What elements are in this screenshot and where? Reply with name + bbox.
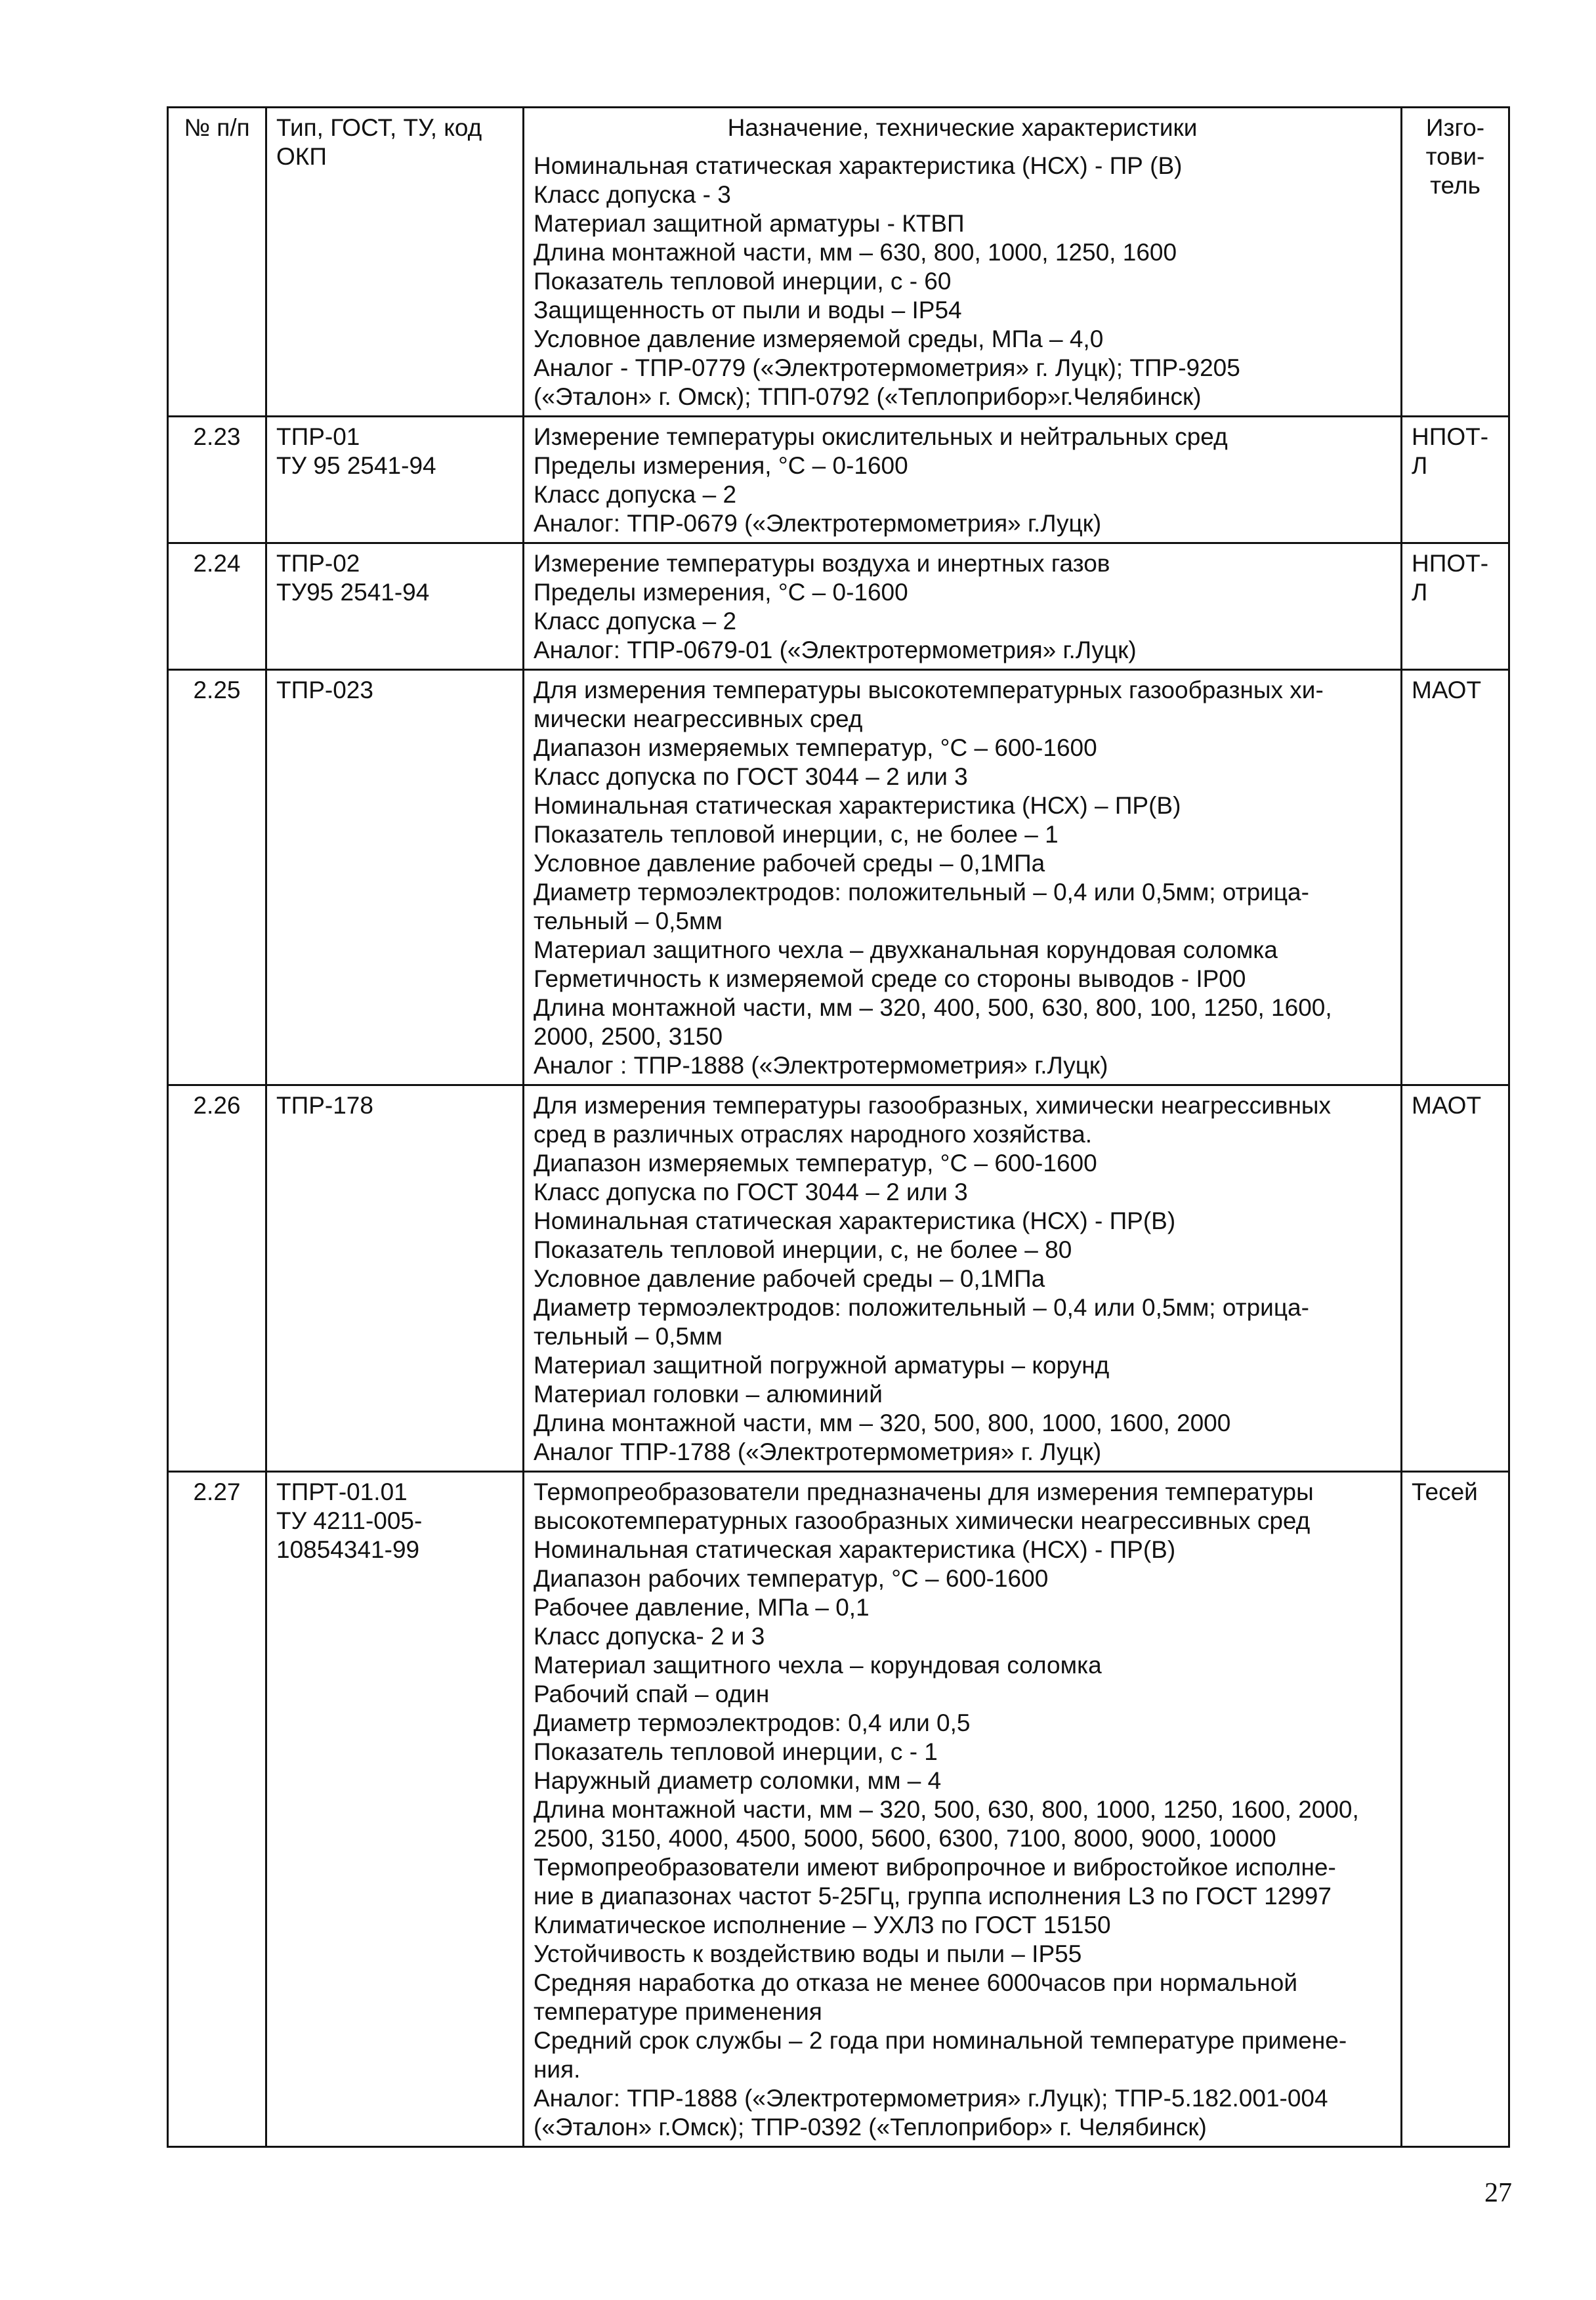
header-desc: [524, 108, 1402, 417]
row-maker: [1402, 543, 1509, 670]
table-row: [168, 1085, 1509, 1472]
maker-line: НПОТ-: [1412, 423, 1489, 450]
spec-line: Материал защитного чехла – корундовая соломка: [534, 1652, 1102, 1679]
row-number: 2.26: [168, 1085, 266, 1472]
spec-line: Диапазон измеряемых температур, °С – 600-1600: [534, 734, 1097, 761]
spec-line: тельный – 0,5мм: [534, 908, 723, 934]
spec-line: Для измерения температуры высокотемпературных газообразных хи-: [534, 677, 1324, 703]
row-number: 2.27: [168, 1472, 266, 2147]
row-type: [266, 543, 524, 670]
spec-line: Показатель тепловой инерции, с - 60: [534, 268, 952, 295]
row-maker: [1402, 417, 1509, 543]
spec-line: Термопреобразователи имеют вибропрочное и вибростойкое исполне-: [534, 1854, 1336, 1881]
spec-line: Герметичность к измеряемой среде со стороны выводов - IP00: [534, 965, 1246, 992]
spec-line: 2500, 3150, 4000, 4500, 5000, 5600, 6300, 7100, 8000, 9000, 10000: [534, 1825, 1276, 1852]
spec-line: Защищенность от пыли и воды – IP54: [534, 297, 962, 324]
row-description: [524, 543, 1402, 670]
spec-line: Класс допуска- 2 и 3: [534, 1623, 765, 1650]
row-description: [524, 670, 1402, 1085]
type-line: ТПР-023: [276, 677, 373, 703]
spec-line: высокотемпературных газообразных химически неагрессивных сред: [534, 1507, 1311, 1534]
page-number: 27: [1484, 2178, 1512, 2208]
spec-line: Условное давление измеряемой среды, МПа – 4,0: [534, 325, 1104, 352]
spec-line: Номинальная статическая характеристика (НСХ) - ПР(В): [534, 1207, 1176, 1234]
spec-line: Устойчивость к воздействию воды и пыли – IP55: [534, 1940, 1082, 1967]
spec-line: Диаметр термоэлектродов: положительный – 0,4 или 0,5мм; отрица-: [534, 879, 1309, 906]
maker-line: МАОТ: [1412, 677, 1482, 703]
type-line: ТУ95 2541-94: [276, 579, 430, 606]
row-type: [266, 1472, 524, 2147]
row-description: [524, 1085, 1402, 1472]
spec-line: Диапазон измеряемых температур, °С – 600-1600: [534, 1150, 1097, 1177]
row-type: [266, 417, 524, 543]
spec-line: Класс допуска – 2: [534, 608, 737, 635]
table-row: [168, 1472, 1509, 2147]
spec-line: Материал защитной арматуры - КТВП: [534, 210, 965, 237]
spec-line: Аналог ТПР-1788 («Электротермометрия» г. Луцк): [534, 1438, 1102, 1465]
spec-line: Аналог: ТПР-0679-01 («Электротермометрия» г.Луцк): [534, 637, 1137, 663]
maker-line: Л: [1412, 579, 1428, 606]
spec-line: Условное давление рабочей среды – 0,1МПа: [534, 1265, 1045, 1292]
type-line: ТПР-178: [276, 1092, 373, 1119]
spec-line: ние в диапазонах частот 5-25Гц, группа исполнения L3 по ГОСТ 12997: [534, 1883, 1332, 1910]
type-line: ТПРТ-01.01: [276, 1478, 408, 1505]
spec-line: Пределы измерения, °С – 0-1600: [534, 579, 908, 606]
row-type: [266, 1085, 524, 1472]
spec-line: Аналог: ТПР-0679 («Электротермометрия» г.Луцк): [534, 510, 1102, 537]
spec-table: [167, 106, 1510, 2148]
spec-line: мически неагрессивных сред: [534, 705, 863, 732]
spec-line: Аналог: ТПР-1888 («Электротермометрия» г.Луцк); ТПР-5.182.001-004: [534, 2085, 1328, 2112]
spec-line: Длина монтажной части, мм – 320, 400, 500, 630, 800, 100, 1250, 1600,: [534, 994, 1332, 1021]
row-description: [524, 417, 1402, 543]
spec-line: Показатель тепловой инерции, с - 1: [534, 1738, 938, 1765]
type-line: ТУ 4211-005-: [276, 1507, 423, 1534]
table-row: [168, 417, 1509, 543]
spec-line: Пределы измерения, °С – 0-1600: [534, 452, 908, 479]
spec-line: сред в различных отраслях народного хозяйства.: [534, 1121, 1092, 1148]
spec-line: Диаметр термоэлектродов: положительный – 0,4 или 0,5мм; отрица-: [534, 1294, 1309, 1321]
spec-line: Класс допуска по ГОСТ 3044 – 2 или 3: [534, 1179, 968, 1205]
spec-line: Диаметр термоэлектродов: 0,4 или 0,5: [534, 1709, 971, 1736]
header-row: [168, 108, 1509, 417]
spec-line: Диапазон рабочих температур, °С – 600-1600: [534, 1565, 1049, 1592]
maker-line: НПОТ-: [1412, 550, 1489, 577]
row-maker: [1402, 1472, 1509, 2147]
spec-line: Длина монтажной части, мм – 320, 500, 630, 800, 1000, 1250, 1600, 2000,: [534, 1796, 1359, 1823]
spec-line: Класс допуска – 2: [534, 481, 737, 508]
type-line: 10854341-99: [276, 1536, 420, 1563]
spec-line: («Эталон» г. Омск); ТПП-0792 («Теплоприбор»г.Челябинск): [534, 383, 1202, 410]
spec-line: Условное давление рабочей среды – 0,1МПа: [534, 850, 1045, 877]
header-type: [266, 108, 524, 417]
spec-line: Показатель тепловой инерции, с, не более – 1: [534, 821, 1059, 848]
spec-line: Климатическое исполнение – УХЛ3 по ГОСТ 15150: [534, 1912, 1111, 1938]
table-body: [168, 108, 1509, 2147]
spec-line: Класс допуска по ГОСТ 3044 – 2 или 3: [534, 763, 968, 790]
spec-line: тельный – 0,5мм: [534, 1323, 723, 1350]
spec-line: Рабочее давление, МПа – 0,1: [534, 1594, 870, 1621]
spec-line: Рабочий спай – один: [534, 1681, 770, 1707]
spec-line: Средняя наработка до отказа не менее 6000часов при нормальной: [534, 1969, 1297, 1996]
header-type-text: Тип, ГОСТ, ТУ, код ОКП: [276, 114, 482, 170]
header-desc-text: Назначение, технические характеристики: [727, 114, 1198, 141]
spec-line: Показатель тепловой инерции, с, не более – 80: [534, 1236, 1072, 1263]
header-num: [168, 108, 266, 417]
spec-line: Материал защитной погружной арматуры – корунд: [534, 1352, 1110, 1379]
spec-line: ния.: [534, 2056, 581, 2083]
spec-line: Аналог - ТПР-0779 («Электротермометрия» г. Луцк); ТПР-9205: [534, 354, 1240, 381]
type-line: ТУ 95 2541-94: [276, 452, 436, 479]
spec-line: 2000, 2500, 3150: [534, 1023, 723, 1050]
row-type: [266, 670, 524, 1085]
spec-line: Номинальная статическая характеристика (НСХ) - ПР (В): [534, 152, 1183, 179]
row-number: 2.24: [168, 543, 266, 670]
maker-line: МАОТ: [1412, 1092, 1482, 1119]
row-maker: [1402, 670, 1509, 1085]
header-maker-text: Изго- тови- тель: [1425, 114, 1485, 199]
row-maker: [1402, 1085, 1509, 1472]
spec-line: Для измерения температуры газообразных, химически неагрессивных: [534, 1092, 1331, 1119]
maker-line: Л: [1412, 452, 1428, 479]
type-line: ТПР-02: [276, 550, 360, 577]
row-number: 2.25: [168, 670, 266, 1085]
spec-line: Класс допуска - 3: [534, 181, 731, 208]
table-row: [168, 543, 1509, 670]
row-description: [524, 1472, 1402, 2147]
header-num-text: № п/п: [184, 114, 250, 141]
spec-line: Материал защитного чехла – двухканальная корундовая соломка: [534, 936, 1278, 963]
spec-line: («Эталон» г.Омск); ТПР-0392 («Теплоприбор» г. Челябинск): [534, 2114, 1207, 2141]
spec-line: Номинальная статическая характеристика (НСХ) – ПР(В): [534, 792, 1181, 819]
spec-line: Средний срок службы – 2 года при номинальной температуре примене-: [534, 2027, 1347, 2054]
spec-line: Длина монтажной части, мм – 320, 500, 800, 1000, 1600, 2000: [534, 1410, 1231, 1436]
spec-line: температуре применения: [534, 1998, 822, 2025]
spec-line: Номинальная статическая характеристика (НСХ) - ПР(В): [534, 1536, 1176, 1563]
spec-line: Термопреобразователи предназначены для измерения температуры: [534, 1478, 1314, 1505]
table-row: [168, 670, 1509, 1085]
spec-line: Измерение температуры воздуха и инертных газов: [534, 550, 1110, 577]
spec-line: Наружный диаметр соломки, мм – 4: [534, 1767, 942, 1794]
spec-line: Длина монтажной части, мм – 630, 800, 1000, 1250, 1600: [534, 239, 1177, 266]
row-number: 2.23: [168, 417, 266, 543]
spec-line: Аналог : ТПР-1888 («Электротермометрия» г.Луцк): [534, 1052, 1108, 1079]
type-line: ТПР-01: [276, 423, 360, 450]
spec-line: Измерение температуры окислительных и нейтральных сред: [534, 423, 1228, 450]
continuation-lines: [534, 152, 1391, 411]
header-maker: [1402, 108, 1509, 417]
maker-line: Тесей: [1412, 1478, 1478, 1505]
spec-line: Материал головки – алюминий: [534, 1381, 883, 1408]
